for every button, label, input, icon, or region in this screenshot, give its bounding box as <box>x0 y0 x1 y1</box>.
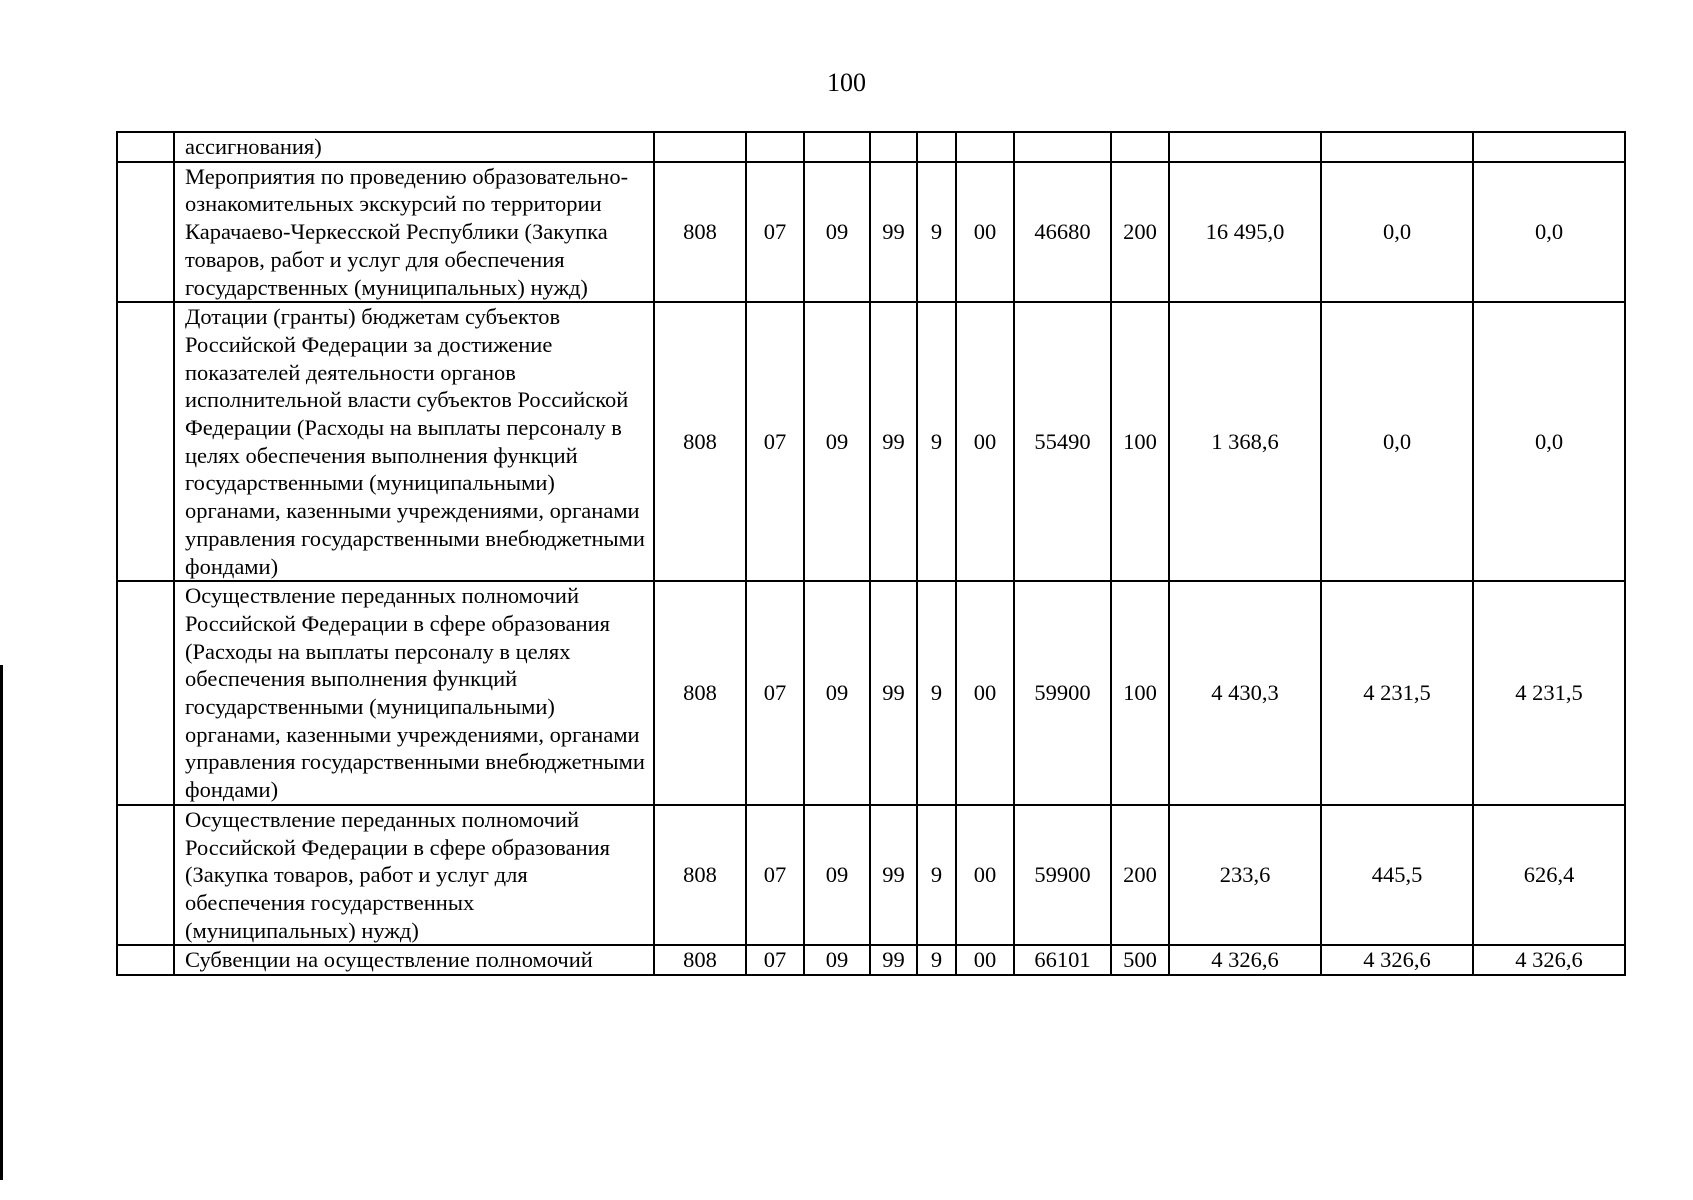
direction-code-cell <box>1014 132 1111 162</box>
table-row <box>117 132 1625 162</box>
row-number-cell <box>117 945 174 975</box>
ministry-code-cell: 808 <box>654 162 746 303</box>
row-name-cell: Осуществление переданных полномочий Российской Федерации в сфере образования (Расходы на выплаты персоналу в целях обеспечения выполнения функций государственными (муниципальными) органами, казенными учреждениями, органами управления государственными внебюджетными фондами) <box>174 581 654 805</box>
margin-rule <box>0 665 3 1180</box>
section-code-cell: 07 <box>746 162 804 303</box>
budget-table <box>116 131 1626 976</box>
amount-year-2-cell: 0,0 <box>1321 162 1473 303</box>
amount-year-3-cell <box>1473 132 1625 162</box>
amount-year-1-cell: 16 495,0 <box>1169 162 1321 303</box>
subprogram-code-cell: 9 <box>917 162 956 303</box>
row-number-cell <box>117 581 174 805</box>
section-code-cell: 07 <box>746 945 804 975</box>
subprogram-code-cell <box>917 132 956 162</box>
subprogram-code-cell: 9 <box>917 581 956 805</box>
amount-year-3-cell: 0,0 <box>1473 162 1625 303</box>
ministry-code-cell: 808 <box>654 945 746 975</box>
amount-year-2-cell: 0,0 <box>1321 302 1473 581</box>
subsection-code-cell: 09 <box>804 581 870 805</box>
expense-type-code-cell: 100 <box>1111 581 1169 805</box>
program-code-cell <box>870 132 917 162</box>
program-code-cell: 99 <box>870 162 917 303</box>
amount-year-2-cell: 4 231,5 <box>1321 581 1473 805</box>
subsection-code-cell: 09 <box>804 302 870 581</box>
expense-type-code-cell: 100 <box>1111 302 1169 581</box>
amount-year-3-cell: 0,0 <box>1473 302 1625 581</box>
amount-year-1-cell: 4 430,3 <box>1169 581 1321 805</box>
program-code-cell: 99 <box>870 945 917 975</box>
ministry-code-cell: 808 <box>654 581 746 805</box>
table-body <box>117 132 1625 975</box>
section-code-cell <box>746 132 804 162</box>
row-number-cell <box>117 302 174 581</box>
event-code-cell: 00 <box>956 581 1014 805</box>
page-number: 100 <box>827 68 866 97</box>
row-name-cell: Мероприятия по проведению образовательно-ознакомительных экскурсий по территории Карачаево-Черкесской Республики (Закупка товаров, работ и услуг для обеспечения государственных (муниципальных) нужд) <box>174 162 654 303</box>
amount-year-2-cell: 445,5 <box>1321 805 1473 946</box>
amount-year-1-cell: 4 326,6 <box>1169 945 1321 975</box>
event-code-cell: 00 <box>956 945 1014 975</box>
program-code-cell: 99 <box>870 302 917 581</box>
table-row <box>117 945 1625 975</box>
program-code-cell: 99 <box>870 805 917 946</box>
expense-type-code-cell <box>1111 132 1169 162</box>
event-code-cell <box>956 132 1014 162</box>
section-code-cell: 07 <box>746 805 804 946</box>
subsection-code-cell: 09 <box>804 945 870 975</box>
row-number-cell <box>117 132 174 162</box>
subsection-code-cell: 09 <box>804 162 870 303</box>
direction-code-cell: 46680 <box>1014 162 1111 303</box>
row-name-cell: Осуществление переданных полномочий Российской Федерации в сфере образования (Закупка товаров, работ и услуг для обеспечения государственных (муниципальных) нужд) <box>174 805 654 946</box>
table-row <box>117 581 1625 805</box>
expense-type-code-cell: 200 <box>1111 162 1169 303</box>
section-code-cell: 07 <box>746 581 804 805</box>
amount-year-3-cell: 4 231,5 <box>1473 581 1625 805</box>
subprogram-code-cell: 9 <box>917 805 956 946</box>
table-row <box>117 162 1625 303</box>
subsection-code-cell: 09 <box>804 805 870 946</box>
program-code-cell: 99 <box>870 581 917 805</box>
direction-code-cell: 59900 <box>1014 805 1111 946</box>
event-code-cell: 00 <box>956 302 1014 581</box>
amount-year-2-cell: 4 326,6 <box>1321 945 1473 975</box>
section-code-cell: 07 <box>746 302 804 581</box>
amount-year-2-cell <box>1321 132 1473 162</box>
direction-code-cell: 66101 <box>1014 945 1111 975</box>
row-name-cell: Дотации (гранты) бюджетам субъектов Российской Федерации за достижение показателей деятельности органов исполнительной власти субъектов Российской Федерации (Расходы на выплаты персоналу в целях обеспечения выполнения функций государственными (муниципальными) органами, казенными учреждениями, органами управления государственными внебюджетными фондами) <box>174 302 654 581</box>
subsection-code-cell <box>804 132 870 162</box>
event-code-cell: 00 <box>956 805 1014 946</box>
subprogram-code-cell: 9 <box>917 945 956 975</box>
direction-code-cell: 59900 <box>1014 581 1111 805</box>
amount-year-3-cell: 626,4 <box>1473 805 1625 946</box>
table-row <box>117 805 1625 946</box>
table-row <box>117 302 1625 581</box>
amount-year-3-cell: 4 326,6 <box>1473 945 1625 975</box>
amount-year-1-cell <box>1169 132 1321 162</box>
amount-year-1-cell: 1 368,6 <box>1169 302 1321 581</box>
expense-type-code-cell: 200 <box>1111 805 1169 946</box>
expense-type-code-cell: 500 <box>1111 945 1169 975</box>
row-name-cell: Субвенции на осуществление полномочий <box>174 945 654 975</box>
direction-code-cell: 55490 <box>1014 302 1111 581</box>
ministry-code-cell: 808 <box>654 302 746 581</box>
ministry-code-cell: 808 <box>654 805 746 946</box>
event-code-cell: 00 <box>956 162 1014 303</box>
ministry-code-cell <box>654 132 746 162</box>
row-number-cell <box>117 805 174 946</box>
amount-year-1-cell: 233,6 <box>1169 805 1321 946</box>
subprogram-code-cell: 9 <box>917 302 956 581</box>
row-name-cell: ассигнования) <box>174 132 654 162</box>
row-number-cell <box>117 162 174 303</box>
